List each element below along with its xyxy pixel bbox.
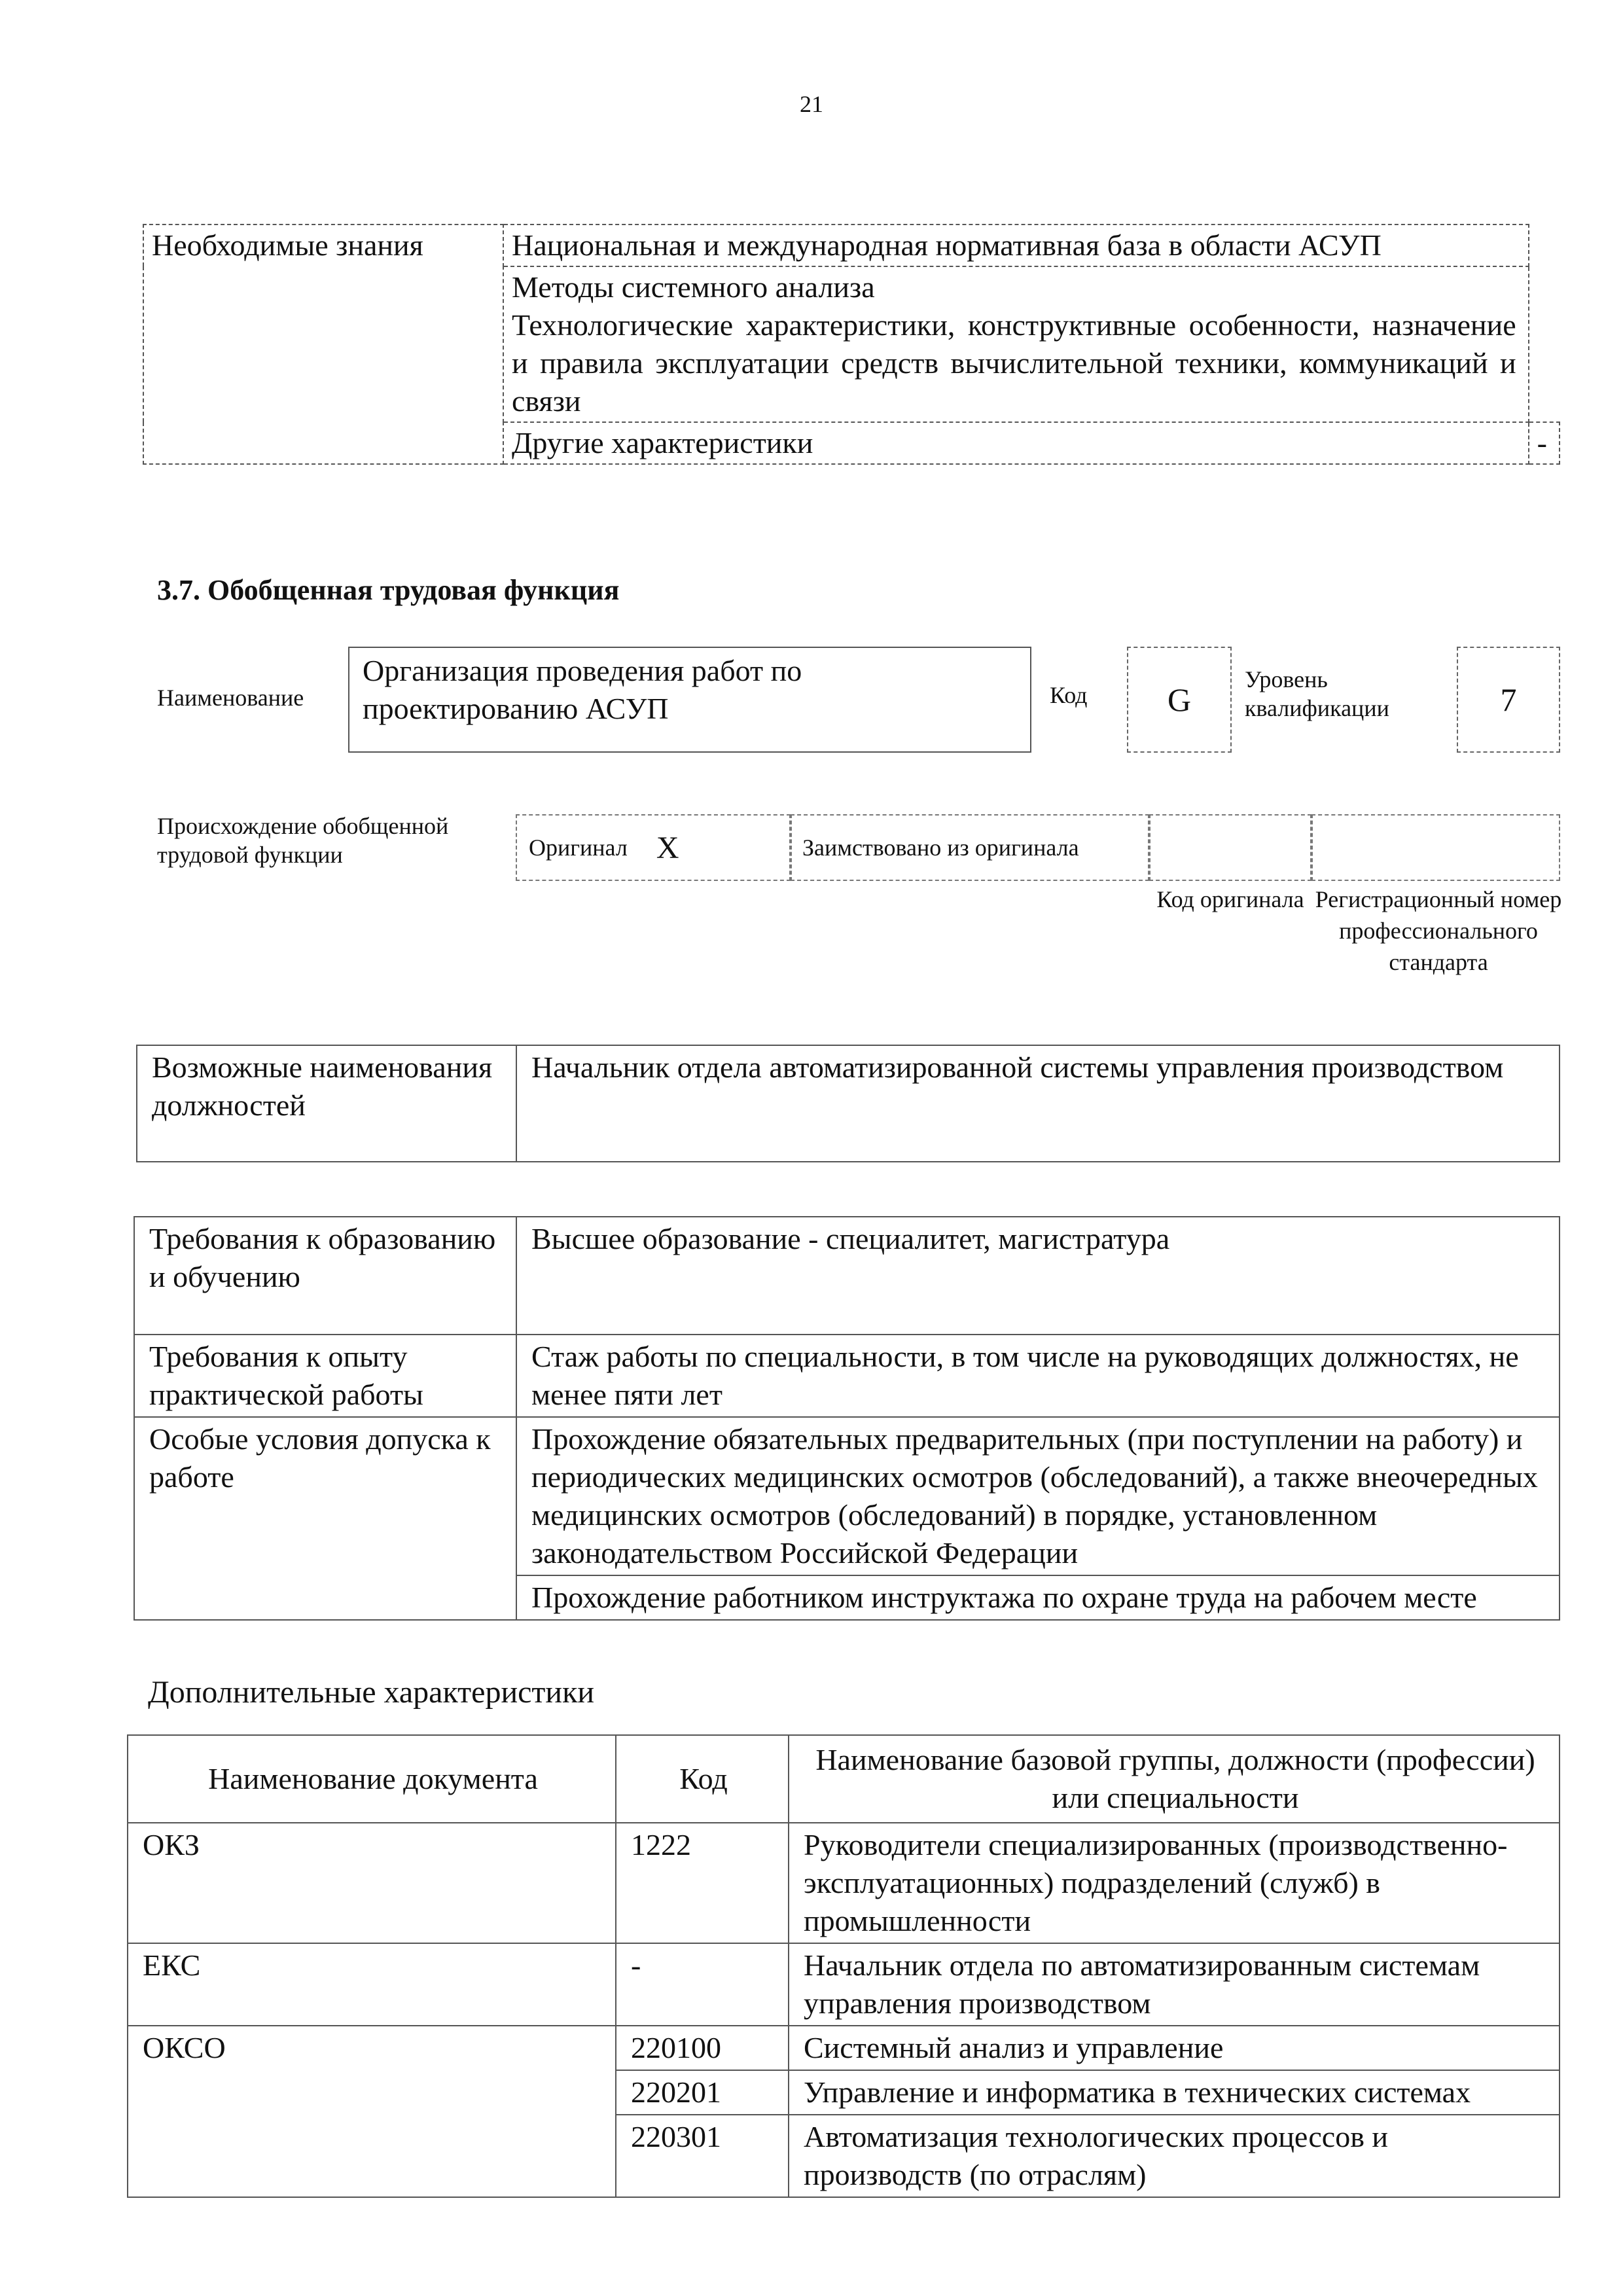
row-name: Начальник отдела по автоматизированным системам управления производством	[789, 1943, 1560, 2026]
row-name: Управление и информатика в технических системах	[789, 2070, 1560, 2115]
name-value: Организация проведения работ по проектированию АСУП	[363, 654, 802, 725]
req-value: Прохождение обязательных предварительных (при поступлении на работу) и периодических медицинских осмотров (обследований), а также внеочередных медицинских осмотров (обследований) в порядке, установленном законодательством Российской Федерации	[516, 1417, 1560, 1575]
header-code: Код	[616, 1735, 789, 1823]
level-label: Уровень квалификации	[1245, 666, 1389, 721]
header-document: Наименование документа	[128, 1735, 616, 1823]
code-label: Код	[1050, 682, 1088, 708]
row-code: 220201	[616, 2070, 789, 2115]
origin-code-caption: Код оригинала	[1156, 886, 1304, 912]
origin-row	[516, 814, 1560, 881]
row-doc: ЕКС	[128, 1943, 616, 2026]
req-label: Особые условия допуска к работе	[134, 1417, 516, 1620]
additional-table	[127, 1734, 1560, 2198]
additional-title: Дополнительные характеристики	[148, 1675, 595, 1710]
page-number: 21	[800, 91, 823, 117]
knowledge-item: Национальная и международная нормативная база в области АСУП	[503, 224, 1529, 266]
positions-value: Начальник отдела автоматизированной системы управления производством	[516, 1045, 1560, 1162]
other-value: -	[1529, 422, 1560, 464]
row-name: Автоматизация технологических процессов и производств (по отраслям)	[789, 2115, 1560, 2197]
name-value-box	[348, 647, 1031, 753]
knowledge-item: Методы системного анализа	[512, 270, 875, 304]
row-code: 220301	[616, 2115, 789, 2197]
code-value: G	[1167, 681, 1192, 718]
level-value: 7	[1500, 681, 1517, 718]
requirements-table	[134, 1216, 1560, 1621]
origin-label: Происхождение обобщенной трудовой функции	[157, 813, 449, 868]
row-name: Руководители специализированных (производственно-эксплуатационных) подразделений (служб) в промышленности	[789, 1823, 1560, 1943]
origin-reg-cell	[1311, 814, 1560, 881]
section-title: 3.7. Обобщенная трудовая функция	[157, 574, 620, 606]
req-label: Требования к образованию и обучению	[134, 1217, 516, 1335]
borrowed-label: Заимствовано из оригинала	[802, 834, 1079, 861]
knowledge-label: Необходимые знания	[143, 224, 503, 464]
origin-original-cell	[516, 814, 791, 881]
row-code: 220100	[616, 2026, 789, 2070]
req-value: Высшее образование - специалитет, магистратура	[516, 1217, 1560, 1335]
other-label: Другие характеристики	[503, 422, 1529, 464]
knowledge-item: Технологические характеристики, конструктивные особенности, назначение и правила эксплуатации средств вычислительной техники, коммуникаций и связи	[512, 308, 1516, 418]
origin-borrowed-cell	[791, 814, 1149, 881]
row-code: 1222	[616, 1823, 789, 1943]
header-name: Наименование базовой группы, должности (профессии) или специальности	[789, 1735, 1560, 1823]
positions-label: Возможные наименования должностей	[137, 1045, 516, 1162]
origin-reg-caption: Регистрационный номер профессионального стандарта	[1315, 886, 1562, 975]
positions-table	[136, 1045, 1560, 1162]
row-name: Системный анализ и управление	[789, 2026, 1560, 2070]
row-doc: ОКСО	[128, 2026, 616, 2197]
knowledge-table	[143, 224, 1560, 465]
row-code: -	[616, 1943, 789, 2026]
name-label: Наименование	[157, 685, 304, 711]
req-label: Требования к опыту практической работы	[134, 1335, 516, 1417]
knowledge-item-group	[503, 266, 1529, 422]
origin-code-cell	[1149, 814, 1311, 881]
original-label: Оригинал	[529, 834, 628, 861]
req-value: Прохождение работником инструктажа по охране труда на рабочем месте	[516, 1575, 1560, 1620]
req-value: Стаж работы по специальности, в том числе на руководящих должностях, не менее пяти лет	[516, 1335, 1560, 1417]
level-value-box	[1457, 647, 1560, 753]
original-mark: X	[656, 830, 679, 865]
code-value-box	[1127, 647, 1232, 753]
row-doc: ОКЗ	[128, 1823, 616, 1943]
